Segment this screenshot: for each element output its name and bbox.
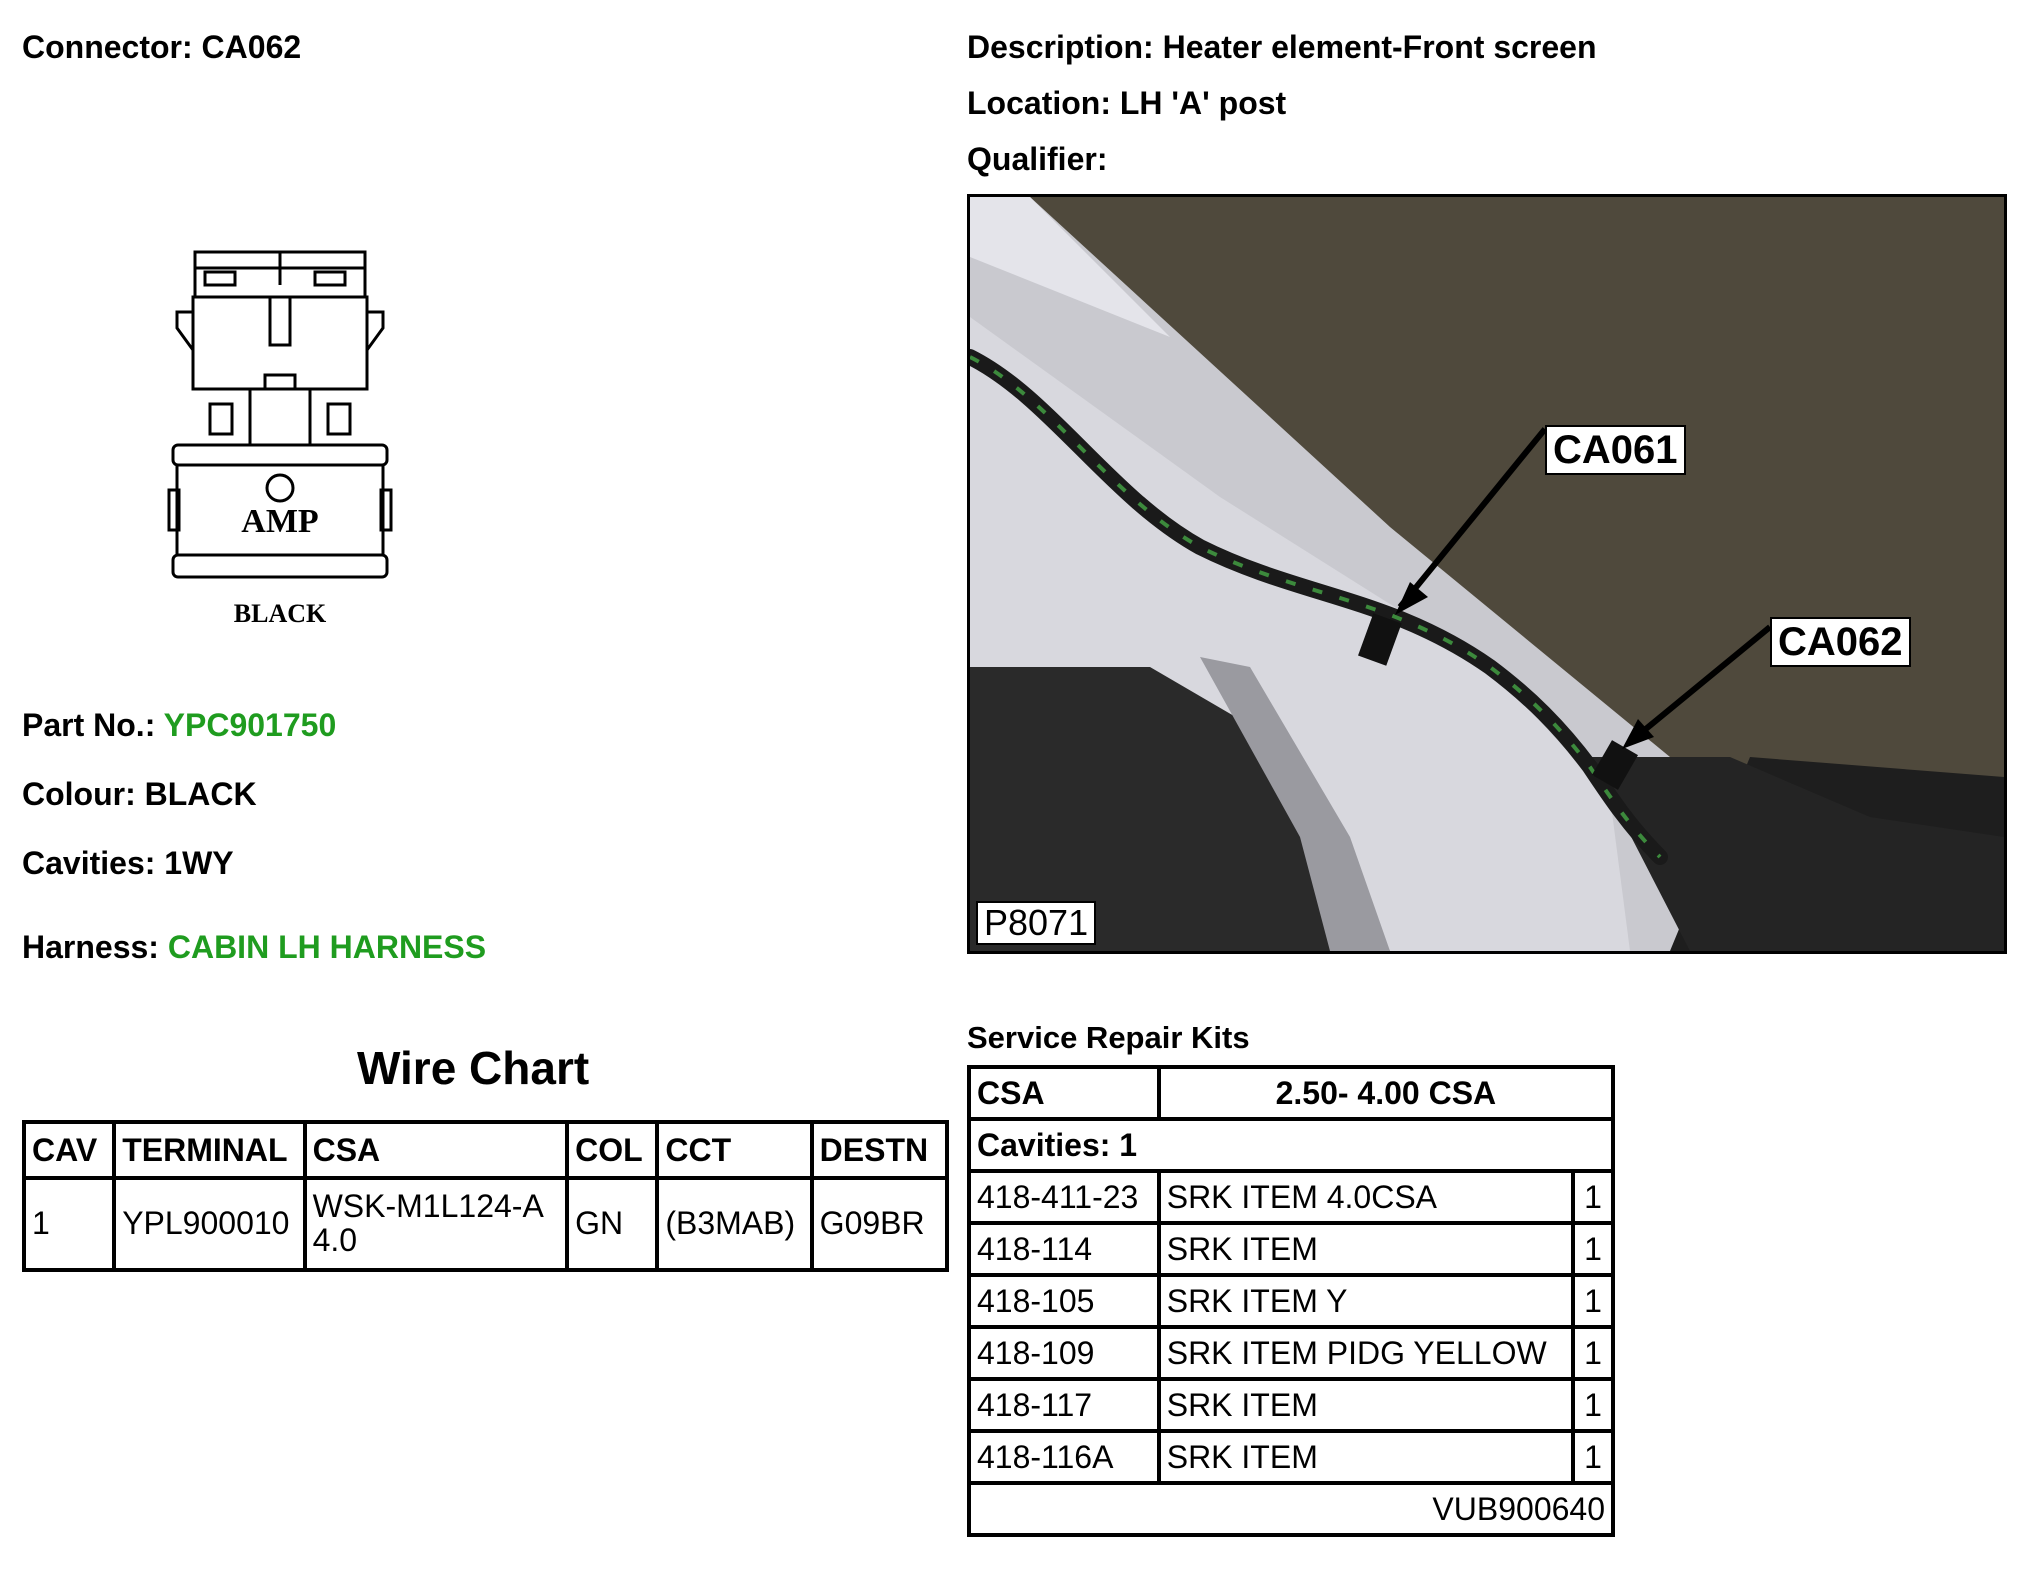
- wire-col: GN: [567, 1178, 657, 1270]
- kit-part: 418-116A: [969, 1431, 1159, 1483]
- kits-csa-row: [969, 1067, 1613, 1119]
- connector-value: CA062: [201, 29, 302, 65]
- location-photo: [967, 194, 2007, 954]
- wire-chart-header: DESTN: [812, 1122, 947, 1178]
- kit-qty: 1: [1573, 1275, 1613, 1327]
- drawing-color-text: BLACK: [233, 599, 327, 628]
- cavities-value: 1WY: [164, 845, 234, 881]
- photo-callout-ca061: CA061: [1545, 425, 1686, 475]
- kits-csa-label: CSA: [969, 1067, 1159, 1119]
- table-row: [969, 1379, 1613, 1431]
- part-no-label: Part No.: YPC901750: [22, 707, 337, 743]
- kit-qty: 1: [1573, 1171, 1613, 1223]
- kits-cavities: Cavities: 1: [969, 1119, 1613, 1171]
- wire-chart-header: CSA: [305, 1122, 568, 1178]
- connector-drawing: [165, 240, 395, 635]
- wire-chart-title: Wire Chart: [357, 1042, 590, 1094]
- table-row: [969, 1275, 1613, 1327]
- kit-desc: SRK ITEM: [1159, 1379, 1573, 1431]
- kit-part: 418-105: [969, 1275, 1159, 1327]
- kit-part: 418-117: [969, 1379, 1159, 1431]
- kits-number-row: [969, 1483, 1613, 1535]
- kit-part: 418-109: [969, 1327, 1159, 1379]
- location-label: Location: LH 'A' post: [967, 85, 1287, 121]
- wire-destn: G09BR: [812, 1178, 947, 1270]
- kit-desc: SRK ITEM 4.0CSA: [1159, 1171, 1573, 1223]
- kit-qty: 1: [1573, 1327, 1613, 1379]
- drawing-brand-text: AMP: [241, 503, 319, 540]
- kit-qty: 1: [1573, 1431, 1613, 1483]
- table-row: [969, 1431, 1613, 1483]
- kit-desc: SRK ITEM: [1159, 1431, 1573, 1483]
- cavities-label: Cavities: 1WY: [22, 845, 234, 881]
- repair-kits-title: Service Repair Kits: [967, 1020, 1250, 1055]
- wire-chart-table: [22, 1120, 949, 1272]
- table-row: [24, 1178, 947, 1270]
- repair-kits-table: [967, 1065, 1615, 1537]
- wire-cct: (B3MAB): [657, 1178, 811, 1270]
- wire-chart-header-row: [24, 1122, 947, 1178]
- wire-terminal: YPL900010: [114, 1178, 304, 1270]
- kits-cavities-row: [969, 1119, 1613, 1171]
- part-no-value: YPC901750: [163, 707, 337, 743]
- harness-label: Harness: CABIN LH HARNESS: [22, 929, 487, 965]
- wire-chart-header: CAV: [24, 1122, 114, 1178]
- colour-label: Colour: BLACK: [22, 776, 257, 812]
- description-label: Description: Heater element-Front screen: [967, 29, 1597, 65]
- description-value: Heater element-Front screen: [1162, 29, 1597, 65]
- photo-id: P8071: [976, 901, 1096, 945]
- kit-qty: 1: [1573, 1379, 1613, 1431]
- location-value: LH 'A' post: [1119, 85, 1287, 121]
- kit-number: VUB900640: [969, 1483, 1613, 1535]
- kit-qty: 1: [1573, 1223, 1613, 1275]
- table-row: [969, 1171, 1613, 1223]
- kit-desc: SRK ITEM: [1159, 1223, 1573, 1275]
- wire-cav: 1: [24, 1178, 114, 1270]
- kit-desc: SRK ITEM Y: [1159, 1275, 1573, 1327]
- connector-label: Connector: CA062: [22, 29, 302, 65]
- wire-chart-header: TERMINAL: [114, 1122, 304, 1178]
- wire-chart-header: COL: [567, 1122, 657, 1178]
- wire-csa: WSK-M1L124-A 4.0: [305, 1178, 568, 1270]
- table-row: [969, 1223, 1613, 1275]
- harness-value: CABIN LH HARNESS: [167, 929, 487, 965]
- kit-part: 418-114: [969, 1223, 1159, 1275]
- kits-csa-value: 2.50- 4.00 CSA: [1159, 1067, 1613, 1119]
- table-row: [969, 1327, 1613, 1379]
- kit-part: 418-411-23: [969, 1171, 1159, 1223]
- photo-callout-ca062: CA062: [1770, 617, 1911, 667]
- colour-value: BLACK: [144, 776, 257, 812]
- wire-chart-header: CCT: [657, 1122, 811, 1178]
- qualifier-label: Qualifier:: [967, 141, 1108, 177]
- kit-desc: SRK ITEM PIDG YELLOW: [1159, 1327, 1573, 1379]
